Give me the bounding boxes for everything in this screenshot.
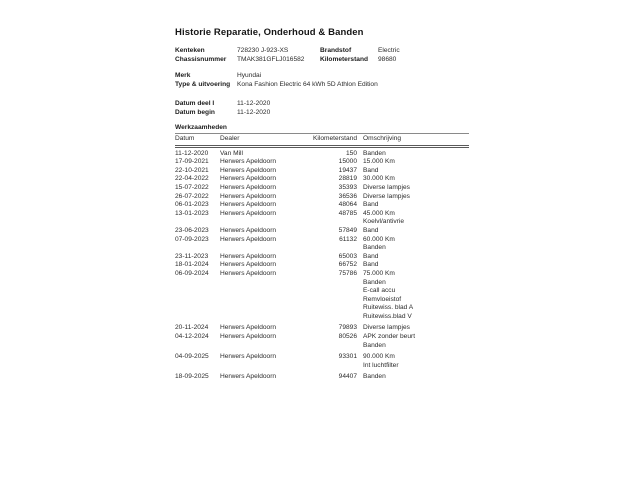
row-dealer: Herwers Apeldoorn xyxy=(220,252,277,260)
table-row xyxy=(175,261,469,270)
omschrijving-line: E-call accu xyxy=(363,287,396,295)
omschrijving-line: Diverse lampjes xyxy=(363,192,410,200)
row-kilometerstand: 75786 xyxy=(338,269,357,277)
row-omschrijving xyxy=(357,333,469,350)
brandstof-label: Brandstof xyxy=(320,47,352,54)
row-datum: 18-09-2025 xyxy=(175,373,209,381)
table-row xyxy=(175,270,469,322)
row-dealer: Herwers Apeldoorn xyxy=(220,235,277,243)
row-kilometerstand: 48785 xyxy=(338,209,357,217)
datum-deel-label: Datum deel I xyxy=(175,100,215,107)
omschrijving-line: 75.000 Km xyxy=(363,269,395,277)
row-kilometerstand: 35393 xyxy=(338,183,357,191)
row-kilometerstand: 94407 xyxy=(338,373,357,381)
werkzaamheden-section-title: Werkzaamheden xyxy=(175,124,227,131)
row-dealer: Herwers Apeldoorn xyxy=(220,269,277,277)
datum-deel-value: 11-12-2020 xyxy=(237,100,271,107)
row-omschrijving xyxy=(357,373,469,382)
row-omschrijving xyxy=(357,210,469,227)
row-omschrijving xyxy=(357,227,469,236)
omschrijving-line: Koelvl/antivrie xyxy=(363,218,405,226)
row-omschrijving xyxy=(357,193,469,202)
row-datum: 13-01-2023 xyxy=(175,209,209,217)
omschrijving-line: Band xyxy=(363,226,379,234)
table-header-row xyxy=(175,133,469,148)
brandstof-value: Electric xyxy=(378,47,400,54)
header-dealer: Dealer xyxy=(220,135,240,142)
row-datum: 23-06-2023 xyxy=(175,226,209,234)
dates-block xyxy=(175,99,270,117)
row-datum: 22-10-2021 xyxy=(175,166,209,174)
row-dealer: Herwers Apeldoorn xyxy=(220,353,277,361)
omschrijving-line: Band xyxy=(363,166,379,174)
row-datum: 11-12-2020 xyxy=(175,149,209,157)
omschrijving-line: Remvloeistof xyxy=(363,295,402,303)
omschrijving-line: 30.000 Km xyxy=(363,175,395,183)
row-dealer: Herwers Apeldoorn xyxy=(220,324,277,332)
header-omschrijving: Omschrijving xyxy=(363,135,402,142)
row-datum: 18-01-2024 xyxy=(175,261,209,269)
omschrijving-line: 15.000 Km xyxy=(363,158,395,166)
row-kilometerstand: 80526 xyxy=(338,333,357,341)
row-kilometerstand: 57849 xyxy=(338,226,357,234)
table-row xyxy=(175,227,469,236)
row-kilometerstand: 66752 xyxy=(338,261,357,269)
row-omschrijving xyxy=(357,201,469,210)
row-dealer: Herwers Apeldoorn xyxy=(220,373,277,381)
table-rows xyxy=(175,148,469,382)
row-omschrijving xyxy=(357,167,469,176)
row-dealer: Herwers Apeldoorn xyxy=(220,175,277,183)
table-row xyxy=(175,150,469,159)
kenteken-label: Kenteken xyxy=(175,47,205,54)
table-row xyxy=(175,210,469,227)
merk-value: Hyundai xyxy=(237,72,262,79)
datum-begin-label: Datum begin xyxy=(175,109,215,117)
omschrijving-line: Band xyxy=(363,201,379,209)
row-datum: 04-09-2025 xyxy=(175,353,209,361)
kilometerstand-label: Kilometerstand xyxy=(320,56,368,64)
omschrijving-line: Int luchtfilter xyxy=(363,361,399,369)
omschrijving-line: 60.000 Km xyxy=(363,235,395,243)
omschrijving-line: Band xyxy=(363,261,379,269)
row-datum: 23-11-2023 xyxy=(175,252,209,260)
omschrijving-line: Band xyxy=(363,252,379,260)
vehicle-model-block xyxy=(175,71,378,89)
row-dealer: Van Mill xyxy=(220,149,243,157)
row-kilometerstand: 15000 xyxy=(338,158,357,166)
kilometerstand-value: 98680 xyxy=(378,56,397,64)
table-row xyxy=(175,353,469,370)
row-dealer: Herwers Apeldoorn xyxy=(220,261,277,269)
row-dealer: Herwers Apeldoorn xyxy=(220,192,277,200)
row-kilometerstand: 61132 xyxy=(339,235,357,243)
vehicle-id-block xyxy=(175,46,400,64)
table-row xyxy=(175,193,469,202)
row-omschrijving xyxy=(357,175,469,184)
werkzaamheden-table xyxy=(175,133,469,382)
row-datum: 06-01-2023 xyxy=(175,201,209,209)
row-omschrijving xyxy=(357,270,469,322)
row-omschrijving xyxy=(357,353,469,370)
merk-label: Merk xyxy=(175,72,191,79)
row-omschrijving xyxy=(357,324,469,333)
omschrijving-line: Diverse lampjes xyxy=(363,324,410,332)
type-uitvoering-label: Type & uitvoering xyxy=(175,81,231,89)
row-kilometerstand: 150 xyxy=(345,149,357,157)
chassisnummer-label: Chassisnummer xyxy=(175,56,227,64)
row-datum: 17-09-2021 xyxy=(175,158,209,166)
row-dealer: Herwers Apeldoorn xyxy=(220,201,277,209)
table-row xyxy=(175,373,469,382)
row-datum: 04-12-2024 xyxy=(175,333,209,341)
omschrijving-line: APK zonder beurt xyxy=(363,333,416,341)
omschrijving-line: Ruitewiss. blad A xyxy=(363,304,414,312)
row-datum: 20-11-2024 xyxy=(175,324,209,332)
table-row xyxy=(175,175,469,184)
header-datum: Datum xyxy=(175,135,195,142)
omschrijving-line: Ruitewiss.blad V xyxy=(363,312,412,320)
row-datum: 06-09-2024 xyxy=(175,269,209,277)
omschrijving-line: Banden xyxy=(363,373,386,381)
table-row xyxy=(175,253,469,262)
row-datum: 07-09-2023 xyxy=(175,235,209,243)
chassisnummer-value: TMAK381GFLJ016582 xyxy=(237,56,305,64)
row-datum: 15-07-2022 xyxy=(175,183,209,191)
row-omschrijving xyxy=(357,236,469,253)
row-dealer: Herwers Apeldoorn xyxy=(220,226,277,234)
row-kilometerstand: 79893 xyxy=(338,324,357,332)
table-row xyxy=(175,184,469,193)
kenteken-value: 728230 J-923-XS xyxy=(237,47,289,54)
page-title: Historie Reparatie, Onderhoud & Banden xyxy=(175,27,364,38)
row-datum: 26-07-2022 xyxy=(175,192,209,200)
row-kilometerstand: 36536 xyxy=(338,192,357,200)
row-omschrijving xyxy=(357,261,469,270)
row-datum: 22-04-2022 xyxy=(175,175,209,183)
row-kilometerstand: 28819 xyxy=(338,175,357,183)
omschrijving-line: 90.000 Km xyxy=(363,353,395,361)
table-row xyxy=(175,236,469,253)
omschrijving-line: Banden xyxy=(363,149,386,157)
row-kilometerstand: 93301 xyxy=(338,353,357,361)
row-omschrijving xyxy=(357,184,469,193)
omschrijving-line: Banden xyxy=(363,341,386,349)
omschrijving-line: Diverse lampjes xyxy=(363,183,410,191)
header-kilometerstand: Kilometerstand xyxy=(313,135,357,142)
row-dealer: Herwers Apeldoorn xyxy=(220,158,277,166)
omschrijving-line: 45.000 Km xyxy=(363,209,395,217)
table-row xyxy=(175,158,469,167)
table-row xyxy=(175,201,469,210)
type-uitvoering-value: Kona Fashion Electric 64 kWh 5D Athlon Edition xyxy=(237,81,378,89)
datum-begin-value: 11-12-2020 xyxy=(237,109,271,117)
row-omschrijving xyxy=(357,150,469,159)
table-row xyxy=(175,333,469,350)
row-dealer: Herwers Apeldoorn xyxy=(220,166,277,174)
row-dealer: Herwers Apeldoorn xyxy=(220,183,277,191)
table-row xyxy=(175,324,469,333)
row-dealer: Herwers Apeldoorn xyxy=(220,209,277,217)
row-omschrijving xyxy=(357,253,469,262)
row-dealer: Herwers Apeldoorn xyxy=(220,333,277,341)
row-kilometerstand: 19437 xyxy=(338,166,357,174)
table-row xyxy=(175,167,469,176)
row-kilometerstand: 48064 xyxy=(338,201,357,209)
omschrijving-line: Banden xyxy=(363,278,386,286)
row-omschrijving xyxy=(357,158,469,167)
omschrijving-line: Banden xyxy=(363,244,386,252)
row-kilometerstand: 65003 xyxy=(338,252,357,260)
